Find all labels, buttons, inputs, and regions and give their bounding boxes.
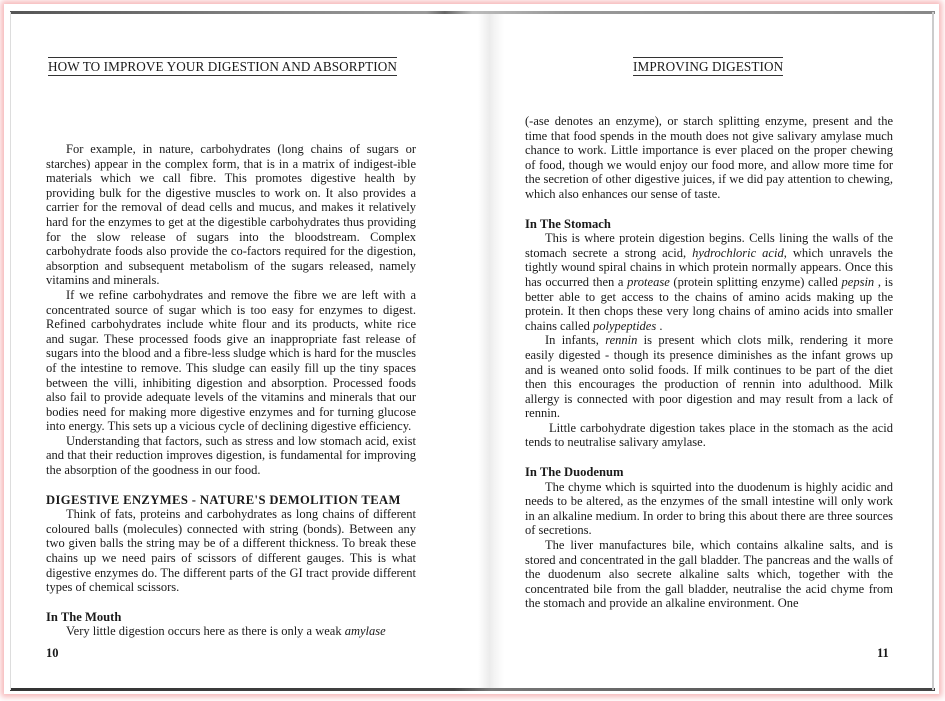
paragraph: (-ase denotes an enzyme), or starch splitting enzyme, present and the time that food spends in the mouth does not give salivary amylase much chance to work. Little importance is ever placed on the proper chewing of food, though we would enjoy our food more, and allow more time for the secretion of other digestive juices, if we did pay attention to chewing, which also enhances our sense of taste. <box>525 114 893 201</box>
running-head-right: IMPROVING DIGESTION <box>633 59 784 74</box>
term-rennin: rennin <box>605 333 638 348</box>
term-hydrochloric-acid: hydrochloric acid <box>692 245 784 260</box>
page-left-edge <box>10 12 11 690</box>
paragraph: Think of fats, proteins and carbohydrates as long chains of different coloured balls (molecules) connected with string (bonds). Between any two given balls the string may be of a different thickness. To break these chains up we need pairs of scissors of different gauges. This is what digestive enzymes do. The different parts of the GI tract provide different types of chemical scissors. <box>46 507 416 595</box>
page-number-left: 10 <box>46 646 59 660</box>
right-page-body <box>525 114 893 611</box>
paragraph: The chyme which is squirted into the duodenum is highly acidic and needs to be altered, as the enzymes of the small intestine will only work in an alkaline medium. In order to bring this about there are three sources of secretions. <box>525 479 893 538</box>
paragraph: The liver manufactures bile, which contains alkaline salts, and is stored and concentrated in the gall bladder. The pancreas and the walls of the duodenum also secrete alkaline salts which, together with the concentrated bile from the gall bladder, neutralise the acid chyme from the stomach and provide an alkaline environment. One <box>525 538 893 611</box>
paragraph: Understanding that factors, such as stress and low stomach acid, exist and that their reduction improves digestion, is fundamental for improving the absorption of the goodness in our food. <box>46 433 416 478</box>
paragraph: If we refine carbohydrates and remove the fibre we are left with a concentrated source of sugar which is too easy for enzymes to digest. Refined carbohydrates include white flour and its products, white rice and sugar. These processed foods give an inappropriate fast release of sugars into the blood and a fibre-less sludge which is hard for the muscles of the intestine to remove. This sludge can easily fill up the tiny spaces between the villi, inhibiting digestion and absorption. Processed foods also fail to provide adequate levels of the vitamins and minerals that our bodies need for making more digestive enzymes and for turning glucose into energy. This sets up a vicious cycle of declining digestive efficiency. <box>46 287 416 434</box>
section-heading: DIGESTIVE ENZYMES - NATURE'S DEMOLITION TEAM <box>46 492 401 507</box>
term-protease: protease <box>627 274 670 289</box>
paragraph: For example, in nature, carbohydrates (long chains of sugars or starches) appear in the complex form, that is in a matrix of indigest-ible materials which we call fibre. This promotes digestive health by providing bulk for the digestive muscles to work on. It also provides a carrier for the removal of dead cells and mucus, and makes it relatively hard for the enzymes to get at the digestible carbohydrates thus providing for the slow release of sugars into the bloodstream. Complex carbohydrate foods also provide the co-factors required for the digestion, absorption and subsequent metabolism of the sugars released, namely vitamins and minerals. <box>46 142 416 288</box>
page-right-edge <box>932 12 934 690</box>
page-top-edge <box>10 11 935 14</box>
term-pepsin: pepsin <box>841 274 875 289</box>
book-gutter-shadow <box>478 14 504 688</box>
paragraph: Very little digestion occurs here as there is only a weak amylase <box>66 624 386 639</box>
subheading-mouth: In The Mouth <box>46 609 122 624</box>
left-page-body <box>46 142 416 639</box>
subheading-duodenum: In The Duodenum <box>525 465 624 480</box>
term-amylase: amylase <box>344 624 386 639</box>
term-polypeptides: polypeptides <box>593 318 657 333</box>
page-bottom-edge <box>10 688 935 691</box>
running-head-left: HOW TO IMPROVE YOUR DIGESTION AND ABSORPTION <box>48 59 398 74</box>
paragraph: This is where protein digestion begins. Cells lining the walls of the stomach secrete a strong acid, hydrochloric acid, which unravels the tightly wound spiral chains in which protein normally appears. Once this has occurred then a protease (protein splitting enzyme) called pepsin , is better able to get access to the chains of amino acids making up the protein. It then chops these very long chains of amino acids into smaller chains called polypeptides . <box>525 231 893 333</box>
paragraph: Little carbohydrate digestion takes place in the stomach as the acid tends to neutralise salivary amylase. <box>525 420 893 450</box>
subheading-stomach: In The Stomach <box>525 216 611 231</box>
paragraph: In infants, rennin is present which clots milk, rendering it more easily digested - though its presence diminishes as the infant grows up and is weaned onto solid foods. If milk continues to be part of the diet then this encourages the production of rennin into adulthood. Milk allergy is connected with poor digestion and may result from a lack of rennin. <box>525 333 893 421</box>
page-number-right: 11 <box>877 646 889 660</box>
